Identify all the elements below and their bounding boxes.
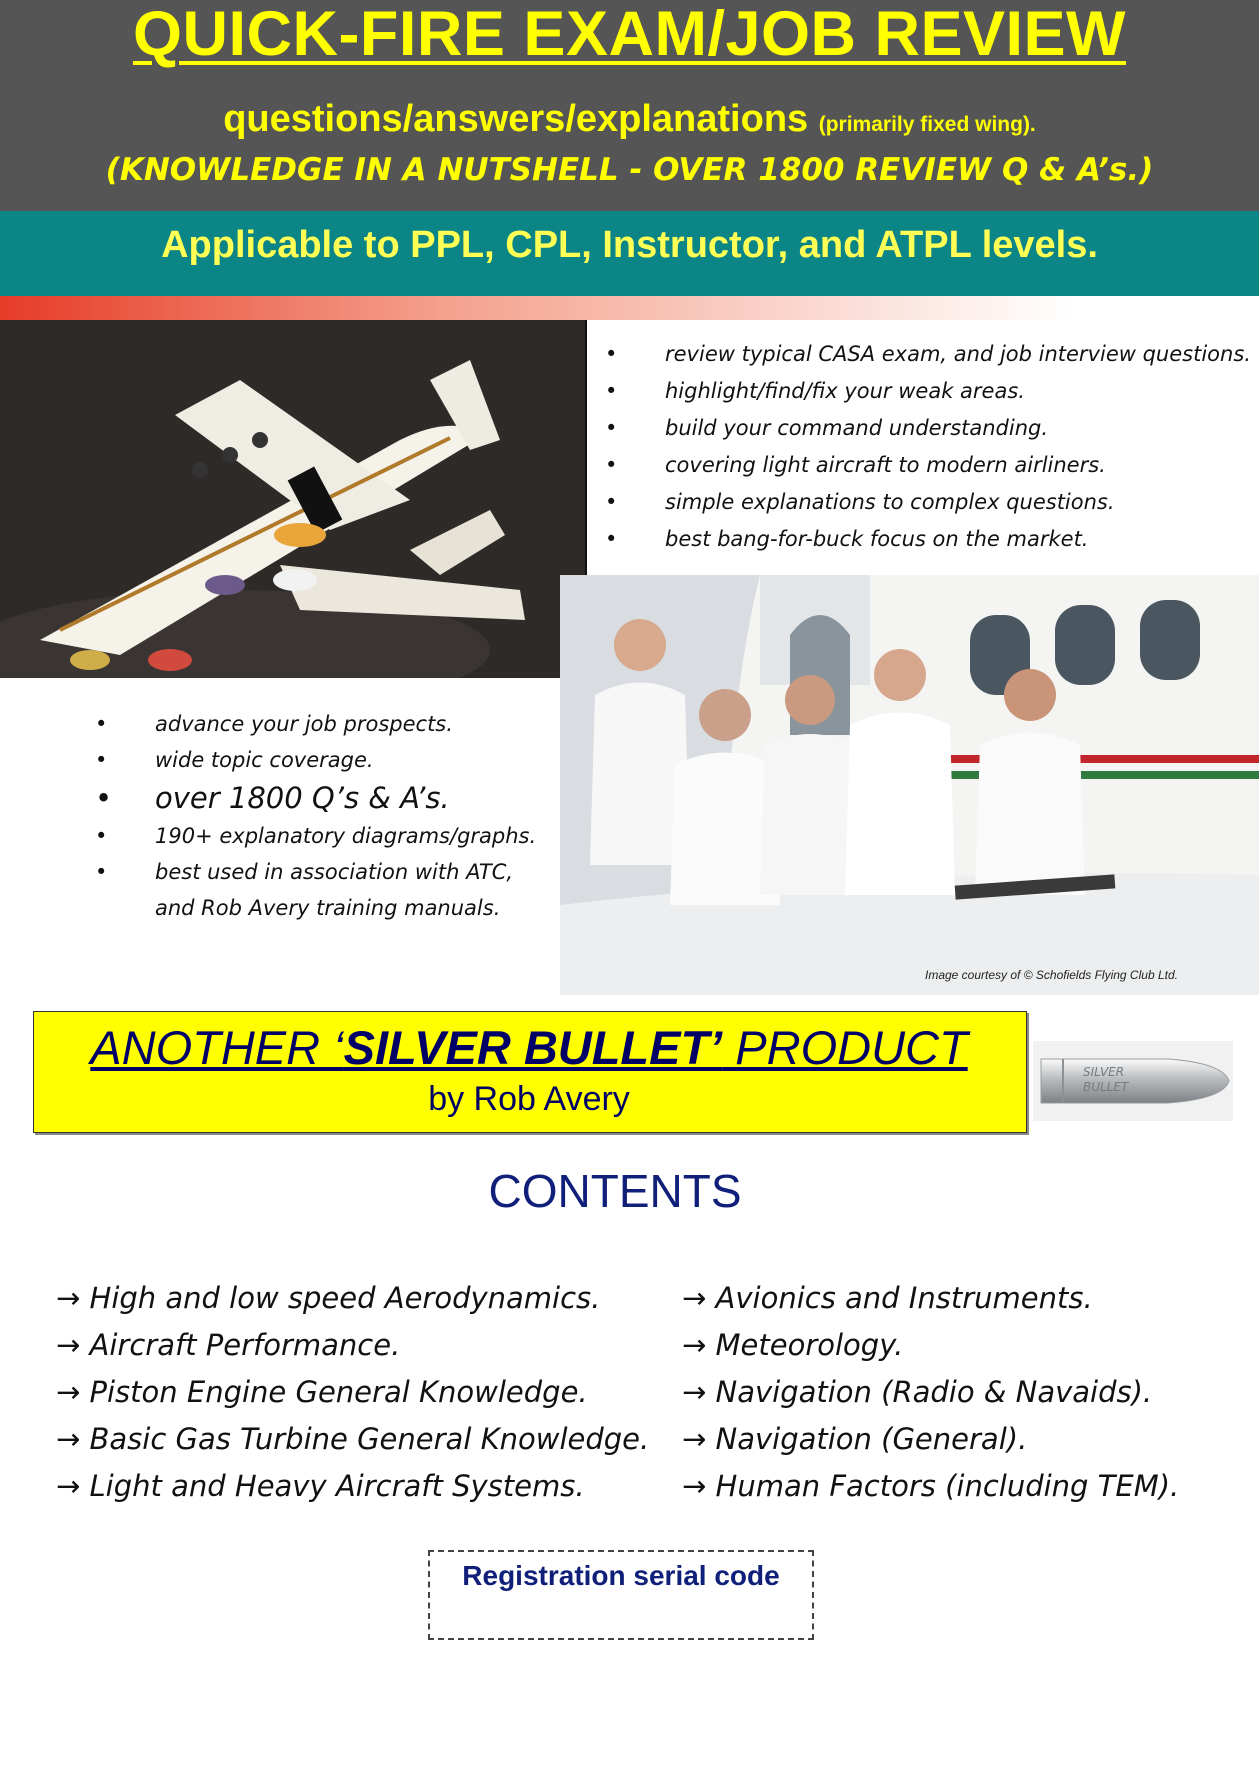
contents-item: → Meteorology. <box>682 1328 904 1362</box>
subtitle <box>0 98 1259 141</box>
contents-heading: CONTENTS <box>488 1165 742 1217</box>
feature-item: • best bang-for-buck focus on the market. <box>605 521 1251 558</box>
contents-item: → Aircraft Performance. <box>56 1328 401 1362</box>
aircraft-photo <box>0 320 587 678</box>
contents-item: → Human Factors (including TEM). <box>682 1469 1180 1503</box>
product-brand: SILVER BULLET’ <box>343 1021 723 1074</box>
photo-credit: Image courtesy of © Schofields Flying Club Ltd. <box>925 968 1178 982</box>
contents-item: → Navigation (Radio & Navaids). <box>682 1375 1153 1409</box>
page-title: QUICK-FIRE EXAM/JOB REVIEW <box>132 0 1127 69</box>
aircraft-illustration <box>0 320 585 678</box>
product-suffix: PRODUCT <box>722 1021 968 1074</box>
registration-label: Registration serial code <box>462 1560 780 1591</box>
product-heading <box>33 1020 1025 1075</box>
contents-item: → Light and Heavy Aircraft Systems. <box>56 1469 585 1503</box>
feature-item-continuation: and Rob Avery training manuals. <box>155 896 501 920</box>
feature-item: • build your command understanding. <box>605 410 1251 447</box>
product-byline: by Rob Avery <box>428 1080 630 1118</box>
feature-item: • advance your job prospects. <box>95 706 536 742</box>
logo-text-top: SILVER <box>1083 1065 1125 1079</box>
contents-list-left <box>56 1275 649 1510</box>
features-list-right <box>605 336 1251 558</box>
tagline: (KNOWLEDGE IN A NUTSHELL - OVER 1800 REVIEW Q & A’s.) <box>105 152 1154 188</box>
contents-item: → Piston Engine General Knowledge. <box>56 1375 588 1409</box>
product-prefix: ANOTHER ‘ <box>90 1021 344 1074</box>
feature-item: • highlight/find/fix your weak areas. <box>605 373 1251 410</box>
crew-illustration <box>560 575 1259 995</box>
feature-item: • review typical CASA exam, and job interview questions. <box>605 336 1251 373</box>
subtitle-main: questions/answers/explanations <box>223 98 809 140</box>
silver-bullet-logo <box>1033 1041 1233 1121</box>
contents-item: → Navigation (General). <box>682 1422 1028 1456</box>
feature-item: • 190+ explanatory diagrams/graphs. <box>95 818 536 854</box>
silver-bullet-icon <box>1033 1041 1233 1121</box>
feature-item: • over 1800 Q’s & A’s. <box>95 778 536 818</box>
feature-item: • wide topic coverage. <box>95 742 536 778</box>
subtitle-note: (primarily fixed wing). <box>818 113 1036 136</box>
crew-photo <box>560 575 1259 995</box>
features-list-left <box>95 706 536 926</box>
contents-item: → High and low speed Aerodynamics. <box>56 1281 601 1315</box>
feature-item: • covering light aircraft to modern airliners. <box>605 447 1251 484</box>
logo-text-bottom: BULLET <box>1083 1080 1129 1094</box>
gradient-divider <box>0 296 1259 320</box>
levels-text: Applicable to PPL, CPL, Instructor, and ATPL levels. <box>161 224 1098 266</box>
contents-item: → Basic Gas Turbine General Knowledge. <box>56 1422 650 1456</box>
contents-item: → Avionics and Instruments. <box>682 1281 1093 1315</box>
feature-item: • best used in association with ATC, <box>95 854 536 890</box>
feature-item: • simple explanations to complex questions. <box>605 484 1251 521</box>
contents-list-right <box>682 1275 1179 1510</box>
